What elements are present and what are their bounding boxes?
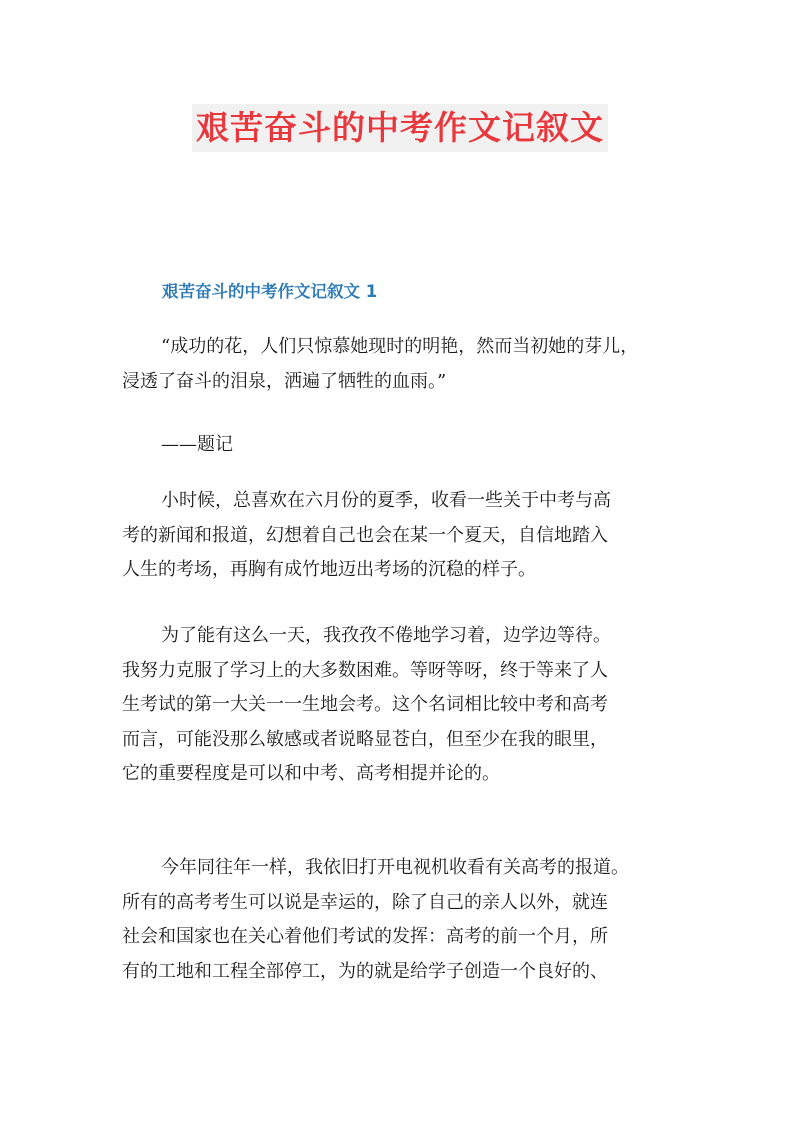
paragraph-line: 为了能有这么一天，我孜孜不倦地学习着，边学边等待。 <box>161 625 611 646</box>
body-paragraph <box>122 851 692 989</box>
paragraph-line: 小时候，总喜欢在六月份的夏季，收看一些关于中考与高 <box>161 490 611 511</box>
body-paragraph <box>122 619 692 792</box>
paragraph-line: 它的重要程度是可以和中考、高考相提并论的。 <box>122 763 500 784</box>
body-paragraph <box>122 484 692 588</box>
paragraph-line: 生考试的第一大关一一生地会考。这个名词相比较中考和高考 <box>122 694 608 715</box>
paragraph-line: 浸透了奋斗的泪泉，洒遍了牺牲的血雨。” <box>122 370 447 392</box>
title-container <box>0 104 800 152</box>
section-heading: 艰苦奋斗的中考作文记叙文 1 <box>162 282 378 301</box>
paragraph-line: 我努力克服了学习上的大多数困难。等呀等呀，终于等来了人 <box>122 659 608 681</box>
paragraph-line: “成功的花，人们只惊慕她现时的明艳，然而当初她的芽儿， <box>161 336 639 357</box>
epigraph-attribution <box>122 428 692 463</box>
paragraph-line: 人生的考场，再胸有成竹地迈出考场的沉稳的样子。 <box>122 559 536 580</box>
document-title: 艰苦奋斗的中考作文记叙文 <box>192 104 608 152</box>
paragraph-line: 而言，可能没那么敏感或者说略显苍白，但至少在我的眼里， <box>122 728 608 750</box>
paragraph-line: 所有的高考考生可以说是幸运的，除了自己的亲人以外，就连 <box>122 891 608 913</box>
paragraph-line: 今年同往年一样，我依旧打开电视机收看有关高考的报道。 <box>161 857 629 878</box>
paragraph-line: 有的工地和工程全部停工，为的就是给学子创造一个良好的、 <box>122 960 608 982</box>
quote-paragraph <box>122 330 692 399</box>
paragraph-line: 社会和国家也在关心着他们考试的发挥：高考的前一个月，所 <box>122 926 608 947</box>
paragraph-line: ——题记 <box>161 434 233 455</box>
paragraph-line: 考的新闻和报道，幻想着自己也会在某一个夏天，自信地踏入 <box>122 524 608 546</box>
